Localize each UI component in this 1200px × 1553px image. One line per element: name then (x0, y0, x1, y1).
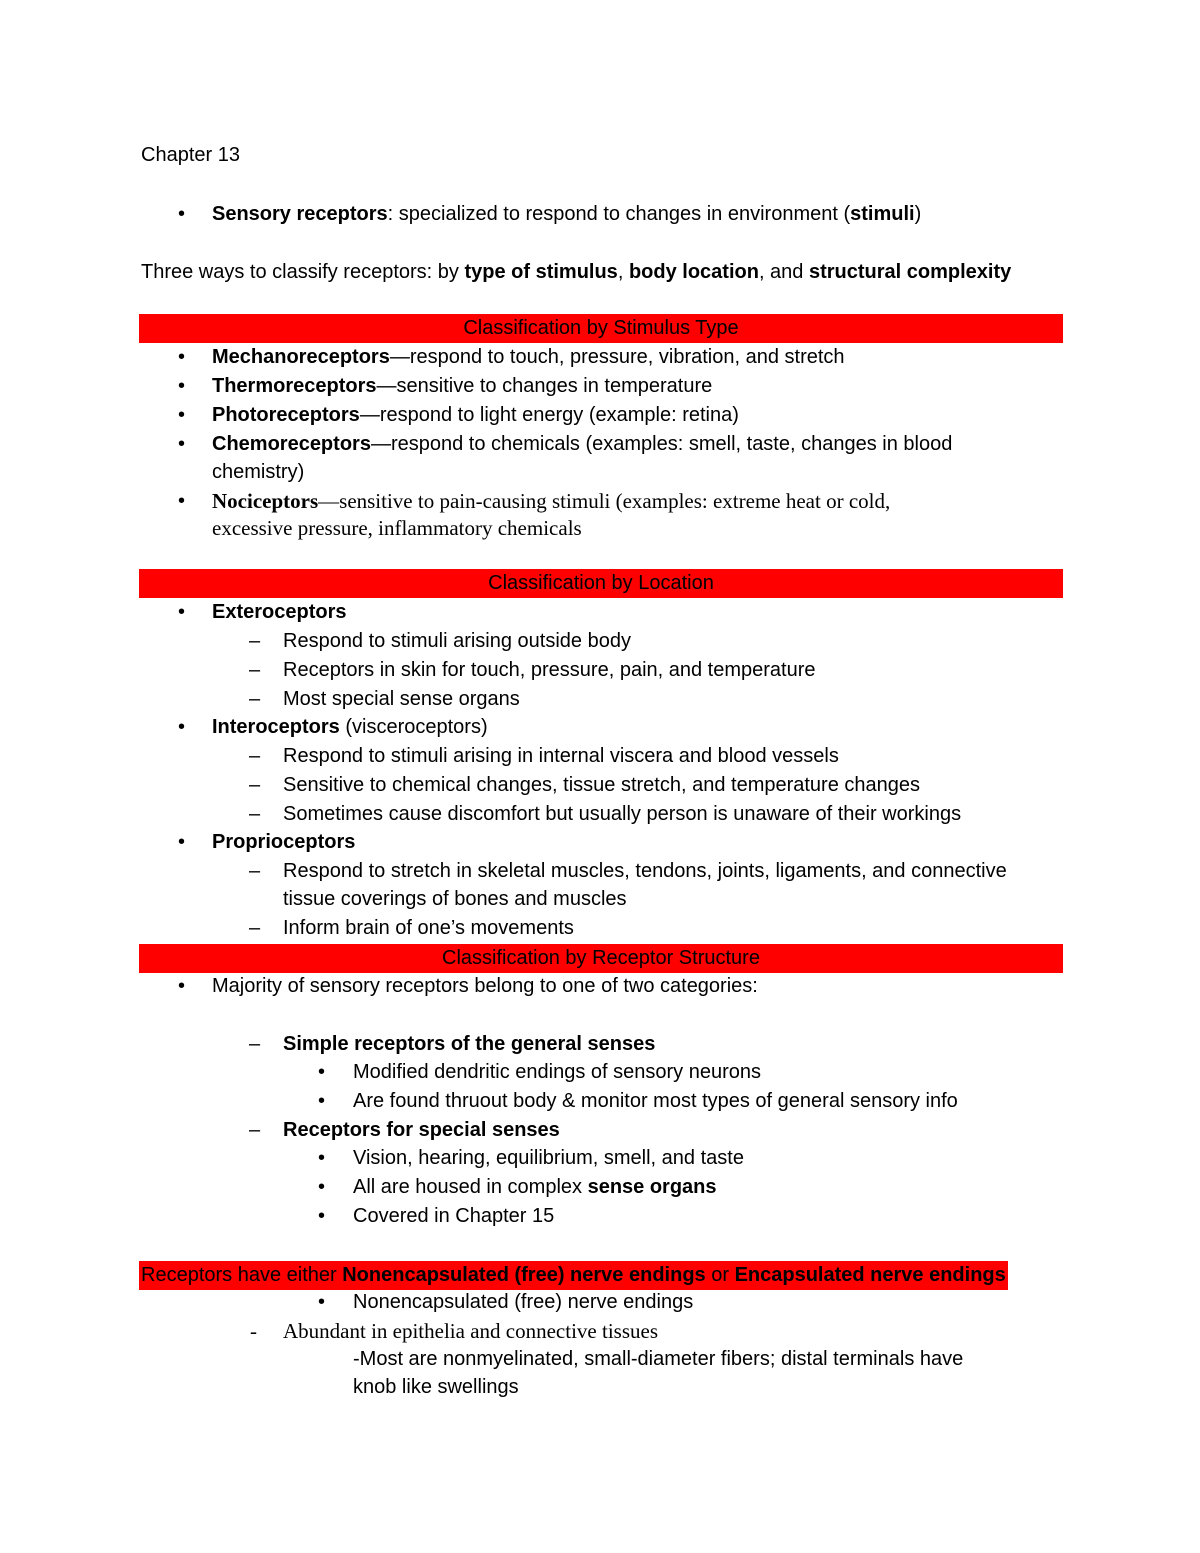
hyphen-marker: - (250, 1319, 257, 1343)
sub-item-continued: tissue coverings of bones and muscles (283, 888, 627, 910)
bullet-marker: • (178, 490, 186, 512)
sub-sub-item: Vision, hearing, equilibrium, smell, and taste (353, 1147, 744, 1169)
sub-item: Respond to stimuli arising outside body (283, 630, 631, 652)
bullet-marker: • (178, 716, 186, 738)
item-desc: —respond to light energy (example: retina) (359, 404, 739, 426)
list-item (212, 404, 739, 427)
sub-item-title-text: Simple receptors of the general senses (283, 1033, 656, 1055)
item-term: Chemoreceptors (212, 433, 371, 455)
list-item (212, 831, 355, 854)
bullet-marker: • (178, 601, 186, 623)
dash-marker: – (249, 659, 261, 681)
bullet-marker: • (318, 1090, 326, 1112)
item-term: Thermoreceptors (212, 375, 377, 397)
endings-header-term: Nonencapsulated (free) nerve endings (342, 1264, 706, 1286)
item-term: Interoceptors (212, 716, 340, 738)
sub-item: Respond to stimuli arising in internal viscera and blood vessels (283, 745, 839, 767)
note-line: -Most are nonmyelinated, small-diameter fibers; distal terminals have (353, 1348, 964, 1370)
bullet-marker: • (178, 831, 186, 853)
bullet-marker: • (318, 1061, 326, 1083)
sub-item-title (283, 1119, 560, 1142)
item-term: Mechanoreceptors (212, 346, 390, 368)
sub-sub-item: Are found thruout body & monitor most types of general sensory info (353, 1090, 958, 1112)
item-desc: —sensitive to changes in temperature (376, 375, 713, 397)
item-term: Photoreceptors (212, 404, 360, 426)
sub-item-title-text: Receptors for special senses (283, 1119, 560, 1141)
sub-sub-item-text: All are housed in complex (353, 1176, 588, 1198)
list-item (212, 375, 712, 398)
intro-stimuli: stimuli (850, 203, 915, 225)
bullet-marker: • (178, 404, 186, 426)
dash-marker: – (249, 774, 261, 796)
item-term: Nociceptors (212, 489, 319, 513)
bullet-marker: • (318, 1291, 326, 1313)
bullet-marker: • (318, 1205, 326, 1227)
list-item (212, 433, 952, 456)
bullet-marker: • (178, 346, 186, 368)
dash-marker: – (249, 688, 261, 710)
list-item: Majority of sensory receptors belong to one of two categories: (212, 975, 758, 997)
sub-item: Receptors in skin for touch, pressure, pain, and temperature (283, 659, 816, 681)
dash-marker: – (249, 803, 261, 825)
item-term: Proprioceptors (212, 831, 356, 853)
bullet-marker: • (178, 975, 186, 997)
list-item (212, 601, 347, 624)
bullet-marker: • (178, 203, 186, 225)
list-item-continued: chemistry) (212, 461, 305, 483)
sub-item: Inform brain of one’s movements (283, 917, 574, 939)
intro-text: : specialized to respond to changes in environment ( (387, 203, 851, 225)
dash-marker: – (249, 630, 261, 652)
intro-line (212, 203, 921, 226)
item-term: Exteroceptors (212, 601, 347, 623)
list-item (212, 489, 890, 514)
classify-term-location: body location (628, 261, 759, 283)
section-header-location: Classification by Location (139, 569, 1063, 598)
item-desc: —respond to touch, pressure, vibration, and stretch (389, 346, 845, 368)
classify-text: Three ways to classify receptors: by (141, 261, 465, 283)
intro-term: Sensory receptors (212, 203, 388, 225)
sub-item-title (283, 1033, 655, 1056)
bullet-marker: • (318, 1147, 326, 1169)
sub-item: Sensitive to chemical changes, tissue stretch, and temperature changes (283, 774, 921, 796)
dash-marker: – (249, 1033, 261, 1055)
sub-item: Sometimes cause discomfort but usually person is unaware of their workings (283, 803, 962, 825)
bullet-marker: • (318, 1176, 326, 1198)
dash-marker: – (249, 917, 261, 939)
list-item-continued: excessive pressure, inflammatory chemicals (212, 516, 582, 540)
classify-term-stimulus: type of stimulus (464, 261, 618, 283)
dash-marker: – (249, 1119, 261, 1141)
section-header-stimulus: Classification by Stimulus Type (139, 314, 1063, 343)
endings-header (139, 1261, 1008, 1290)
list-item (212, 346, 845, 369)
item-desc: —sensitive to pain-causing stimuli (examples: extreme heat or cold, (318, 489, 891, 513)
bullet-marker: • (178, 375, 186, 397)
sub-sub-item-term: sense organs (587, 1176, 717, 1198)
endings-header-term: Encapsulated nerve endings (734, 1264, 1006, 1286)
dash-marker: – (249, 860, 261, 882)
sub-item: Most special sense organs (283, 688, 520, 710)
section-header-structure: Classification by Receptor Structure (139, 944, 1063, 973)
sub-sub-item: Modified dendritic endings of sensory neurons (353, 1061, 762, 1083)
classify-sep: , and (758, 261, 809, 283)
sub-sub-item (353, 1176, 717, 1199)
classify-sep: , (617, 261, 629, 283)
classify-line (141, 261, 1011, 284)
sub-sub-item: Nonencapsulated (free) nerve endings (353, 1291, 694, 1313)
dash-marker: – (249, 745, 261, 767)
list-item (212, 716, 488, 739)
sub-item: Abundant in epithelia and connective tissues (283, 1319, 658, 1343)
item-desc: —respond to chemicals (examples: smell, taste, changes in blood (370, 433, 953, 455)
note-line-continued: knob like swellings (353, 1376, 519, 1398)
endings-header-text: Receptors have either (141, 1264, 343, 1286)
chapter-title: Chapter 13 (141, 144, 240, 166)
sub-sub-item: Covered in Chapter 15 (353, 1205, 555, 1227)
item-desc: (visceroceptors) (339, 716, 488, 738)
sub-item: Respond to stretch in skeletal muscles, tendons, joints, ligaments, and connective (283, 860, 1007, 882)
endings-header-text: or (705, 1264, 735, 1286)
classify-term-structure: structural complexity (808, 261, 1012, 283)
bullet-marker: • (178, 433, 186, 455)
intro-text-end: ) (914, 203, 922, 225)
